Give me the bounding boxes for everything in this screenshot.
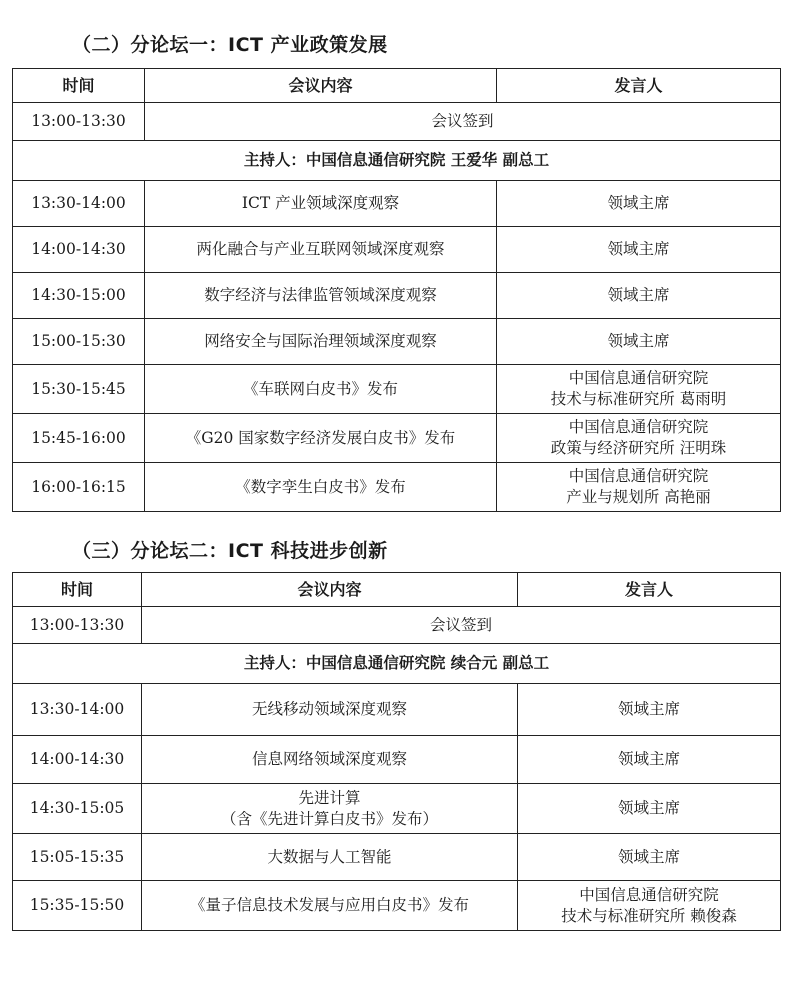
session-time: 14:30-15:00 — [13, 273, 145, 319]
forum2-agenda-table — [12, 572, 781, 931]
session-time: 15:35-15:50 — [13, 881, 142, 931]
session-time: 14:00-14:30 — [13, 227, 145, 273]
signin-row — [13, 103, 781, 141]
session-content: 网络安全与国际治理领域深度观察 — [145, 319, 497, 365]
table-row — [13, 463, 781, 512]
session-content: 《车联网白皮书》发布 — [145, 365, 497, 414]
session-speaker: 领域主席 — [518, 784, 781, 834]
content-header: 会议内容 — [145, 69, 497, 103]
session-time: 14:30-15:05 — [13, 784, 142, 834]
time-header: 时间 — [13, 69, 145, 103]
session-speaker: 领域主席 — [518, 736, 781, 784]
table-row — [13, 784, 781, 834]
content-header: 会议内容 — [142, 573, 518, 607]
session-time: 13:30-14:00 — [13, 684, 142, 736]
session-speaker — [497, 463, 781, 512]
session-time: 15:05-15:35 — [13, 834, 142, 881]
session-speaker — [497, 365, 781, 414]
session-speaker: 领域主席 — [497, 181, 781, 227]
session-time: 15:45-16:00 — [13, 414, 145, 463]
speaker-org: 中国信息通信研究院 — [568, 418, 709, 436]
speaker-org: 中国信息通信研究院 — [568, 467, 709, 485]
speaker-person: 技术与标准研究所 葛雨明 — [550, 390, 727, 408]
time-header: 时间 — [13, 573, 142, 607]
session-content: 无线移动领域深度观察 — [142, 684, 518, 736]
speaker-header: 发言人 — [518, 573, 781, 607]
session-speaker: 领域主席 — [497, 319, 781, 365]
session-time: 14:00-14:30 — [13, 736, 142, 784]
signin-row — [13, 607, 781, 644]
forum2-title: （三）分论坛二：ICT 科技进步创新 — [72, 540, 388, 562]
session-content: 《量子信息技术发展与应用白皮书》发布 — [142, 881, 518, 931]
session-content-line: （含《先进计算白皮书》发布） — [220, 809, 438, 828]
table-row — [13, 834, 781, 881]
signin-text: 会议签到 — [145, 103, 781, 141]
speaker-org: 中国信息通信研究院 — [579, 885, 719, 904]
session-speaker: 领域主席 — [518, 834, 781, 881]
table-row — [13, 881, 781, 931]
host-text: 主持人：中国信息通信研究院 续合元 副总工 — [13, 644, 781, 684]
session-time: 15:30-15:45 — [13, 365, 145, 414]
host-text: 主持人：中国信息通信研究院 王爱华 副总工 — [13, 141, 781, 181]
session-content: 《数字孪生白皮书》发布 — [145, 463, 497, 512]
signin-time: 13:00-13:30 — [13, 103, 145, 141]
session-content: 两化融合与产业互联网领域深度观察 — [145, 227, 497, 273]
table-row — [13, 273, 781, 319]
table-header-row — [13, 573, 781, 607]
session-content: 数字经济与法律监管领域深度观察 — [145, 273, 497, 319]
table-row — [13, 736, 781, 784]
session-time: 15:00-15:30 — [13, 319, 145, 365]
speaker-person: 政策与经济研究所 汪明珠 — [550, 439, 727, 457]
table-row — [13, 227, 781, 273]
table-row — [13, 181, 781, 227]
speaker-person: 产业与规划所 高艳丽 — [566, 488, 711, 506]
session-time: 16:00-16:15 — [13, 463, 145, 512]
session-speaker: 领域主席 — [497, 273, 781, 319]
speaker-header: 发言人 — [497, 69, 781, 103]
session-content — [142, 784, 518, 834]
forum1-title: （二）分论坛一：ICT 产业政策发展 — [72, 34, 388, 56]
speaker-person: 技术与标准研究所 赖俊森 — [561, 906, 737, 925]
session-content: 信息网络领域深度观察 — [142, 736, 518, 784]
session-speaker — [518, 881, 781, 931]
session-content: 《G20 国家数字经济发展白皮书》发布 — [145, 414, 497, 463]
signin-text: 会议签到 — [142, 607, 781, 644]
session-content-line: 先进计算 — [298, 788, 361, 807]
table-header-row — [13, 69, 781, 103]
table-row — [13, 365, 781, 414]
host-row — [13, 141, 781, 181]
session-content: 大数据与人工智能 — [142, 834, 518, 881]
table-row — [13, 684, 781, 736]
session-speaker: 领域主席 — [518, 684, 781, 736]
signin-time: 13:00-13:30 — [13, 607, 142, 644]
session-content: ICT 产业领域深度观察 — [145, 181, 497, 227]
speaker-org: 中国信息通信研究院 — [568, 369, 709, 387]
session-time: 13:30-14:00 — [13, 181, 145, 227]
host-row — [13, 644, 781, 684]
table-row — [13, 319, 781, 365]
session-speaker: 领域主席 — [497, 227, 781, 273]
session-speaker — [497, 414, 781, 463]
forum1-agenda-table — [12, 68, 781, 512]
table-row — [13, 414, 781, 463]
